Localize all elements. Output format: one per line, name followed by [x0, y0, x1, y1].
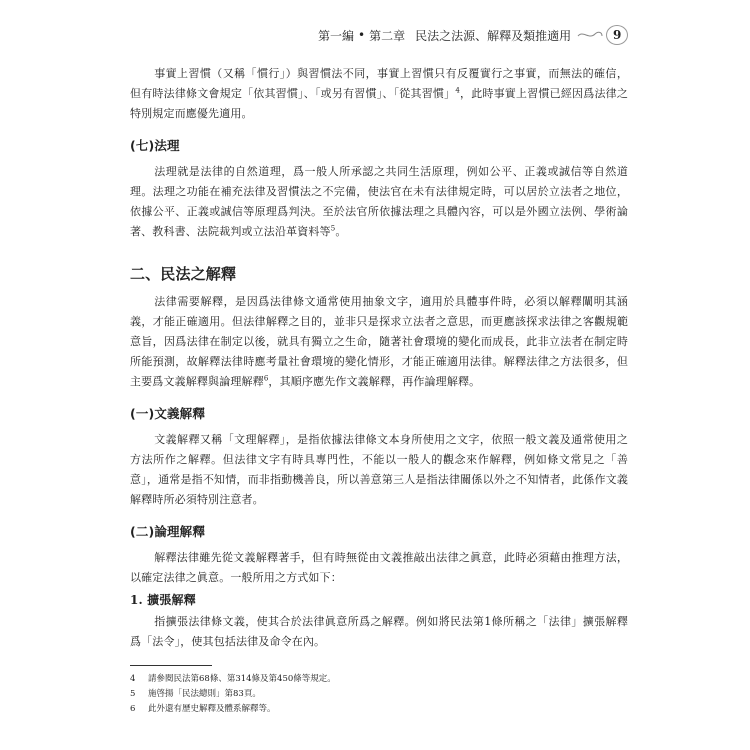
paragraph-jurisprudence: 法理就是法律的自然道理，爲一般人所承認之共同生活原理，例如公平、正義或誠信等自然道理。法理之功能在補充法律及習慣法之不完備，使法官在未有法律規定時，可以居於立法者之地位，依據公平、正義或誠信等原理爲判決。至於法官所依據法理之具體內容，可以是外國立法例、學術論著、教科書、法院裁判或立法沿革資料等$^5$。: [130, 165, 628, 238]
footnote-ref-4[interactable]: 4: [455, 86, 460, 95]
footnote-number: 6: [130, 704, 136, 714]
footnote-number: 4: [130, 674, 136, 684]
footnote: [130, 702, 630, 717]
footnote-divider: [130, 665, 212, 666]
footnote-ref-6[interactable]: 6: [263, 374, 269, 383]
heading-interpretation: 二、民法之解釋: [130, 265, 237, 283]
footnote-text: 請參閱民法第68條、第314條及第450條等規定。: [148, 674, 336, 684]
footnotes: [130, 672, 630, 717]
footnote-text: 此外還有歷史解釋及體系解釋等。: [148, 704, 276, 714]
header-part: 第一編: [318, 28, 355, 43]
heading-literal-interpretation: (一)文義解釋: [130, 406, 205, 421]
heading-jurisprudence: (七)法理: [130, 138, 180, 153]
heading-expansive-interpretation: 1. 擴張解釋: [130, 593, 196, 607]
header-chapter: 第二章: [369, 28, 406, 43]
footnote-text: 施啓揚「民法總則」第83頁。: [148, 689, 261, 699]
heading-logical-interpretation: (二)論理解釋: [130, 524, 205, 539]
paragraph-expansive-interpretation: 指擴張法律條文義，使其合於法律眞意所爲之解釋。例如將民法第1條所稱之「法律」擴張解釋爲「法令」，使其包括法律及命令在內。: [130, 615, 628, 648]
ornament-curl-icon: [577, 28, 603, 42]
running-header: [318, 24, 640, 46]
footnote-number: 5: [130, 689, 136, 699]
paragraph-logical-interpretation: 解釋法律雖先從文義解釋著手，但有時無從由文義推敲出法律之眞意，此時必須藉由推理方法，以確定法律之眞意。一般所用之方式如下：: [130, 551, 628, 584]
paragraph-literal-interpretation: 文義解釋又稱「文理解釋」，是指依據法律條文本身所使用之文字，依照一般文義及通常使用之方法所作之解釋。但法律文字有時具專門性，不能以一般人的觀念來作解釋，例如條文常見之「善意」，通常是指不知情，而非指動機善良，所以善意第三人是指法律關係以外之不知情者，此係作文義解釋時所必須特別注意者。: [130, 433, 628, 506]
paragraph-interpretation: 法律需要解釋，是因爲法律條文通常使用抽象文字，適用於具體事件時，必須以解釋闡明其涵義，才能正確適用。但法律解釋之目的，並非只是探求立法者之意思，而更應該探求法律之客觀規範意旨，因爲法律在制定以後，就具有獨立之生命，隨著社會環境的變化而成長，此非立法者在制定時所能預測，故解釋法律時應考量社會環境的變化情形，才能正確適用法律。解釋法律之方法很多，但主要爲文義解釋與論理解釋$^6$，其順序應先作文義解釋，再作論理解釋。: [130, 295, 628, 388]
header-title: 民法之法源、解釋及類推適用: [415, 28, 572, 43]
page-number: 9: [606, 25, 628, 45]
footnote: [130, 672, 630, 687]
footnote: [130, 687, 630, 702]
footnote-ref-5[interactable]: 5: [330, 224, 336, 233]
paragraph-custom: 事實上習慣（又稱「慣行」）與習慣法不同，事實上習慣只有反覆實行之事實，而無法的確信，但有時法律條文會規定「依其習慣」、「或另有習慣」、「從其習慣」$^4$，此時事實上習慣已經因爲法律之特別規定而應優先適用。: [130, 67, 628, 120]
header-bullet: •: [358, 28, 366, 42]
page-body: [130, 64, 628, 652]
